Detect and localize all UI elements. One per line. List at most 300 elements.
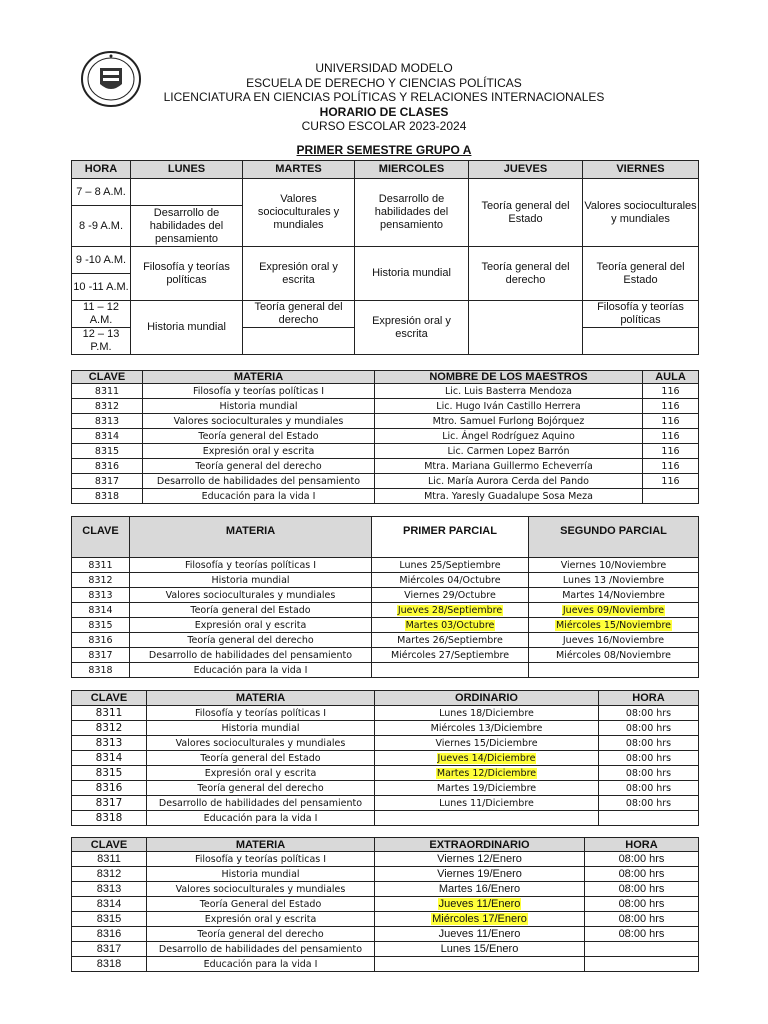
cell-text: 8317 [95,797,123,809]
class-cell: Valores socioculturales y mundiales [243,179,355,247]
table-cell [147,766,375,781]
hour-cell: 11 – 12 A.M. [72,301,131,328]
table-cell [72,852,147,867]
table-cell [529,648,699,663]
cell-text: Lunes 18/Diciembre [439,707,534,719]
cell-text: 8313 [96,883,122,895]
table-row [72,781,699,796]
table-cell [529,573,699,588]
col-header-materia: MATERIA [130,517,372,558]
hour-cell: 12 – 13 P.M. [72,328,131,355]
cell-text: Jueves 09/Noviembre [562,604,665,616]
table-cell [643,414,699,429]
table-cell [375,489,643,504]
col-header-hora: HORA [72,161,131,179]
table-cell [147,897,375,912]
cell-text: 8314 [94,430,120,442]
table-row [72,852,699,867]
table-cell [72,603,130,618]
cell-text: 8315 [96,913,122,925]
table-cell [372,663,529,678]
table-cell [643,459,699,474]
table-cell [143,489,375,504]
table-cell [143,444,375,459]
cell-text: Lic. Ángel Rodríguez Aquino [442,430,575,442]
cell-text: 8312 [94,400,120,412]
col-header-viernes: VIERNES [583,161,699,179]
table-row [72,459,699,474]
cell-text: Teoría General del Estado [199,898,322,910]
table-cell [599,751,699,766]
table-row [72,573,699,588]
class-cell: Teoría general del derecho [243,301,355,328]
table-row [72,414,699,429]
table-cell [643,399,699,414]
table-cell [72,474,143,489]
cell-text: Jueves 14/Diciembre [437,752,536,764]
table-cell [72,414,143,429]
class-cell: Teoría general del Estado [583,247,699,301]
class-cell: Filosofía y teorías políticas [131,247,243,301]
table-cell [585,882,699,897]
table-cell [375,429,643,444]
table-cell [147,781,375,796]
table-cell [72,766,147,781]
cell-text: 08:00 hrs [625,782,672,794]
table-cell [375,751,599,766]
cell-text: Expresión oral y escrita [202,445,315,457]
cell-text: Valores socioculturales y mundiales [173,415,344,427]
table-cell [72,942,147,957]
cell-text: 08:00 hrs [625,707,672,719]
col-header-materia: MATERIA [143,371,375,384]
table-cell [147,811,375,826]
cell-text: 08:00 hrs [618,868,665,880]
table-cell [529,558,699,573]
cell-text: Teoría general del Estado [190,604,311,616]
cell-text: Lic. Hugo Iván Castillo Herrera [436,400,581,412]
cell-text: 8318 [95,812,123,824]
cell-text: Viernes 12/Enero [437,853,522,865]
col-header-extraordinario: EXTRAORDINARIO [375,838,585,852]
table-cell [643,489,699,504]
cell-text: Valores socioculturales y mundiales [175,883,346,895]
cell-text: 8312 [88,574,113,586]
table-row [72,384,699,399]
cell-text: Miércoles 15/Noviembre [555,619,671,631]
table-cell [143,474,375,489]
table-cell [72,811,147,826]
cell-text: Desarrollo de habilidades del pensamiento [158,943,363,955]
partials-table [71,516,699,678]
class-cell: Historia mundial [355,247,469,301]
table-row [72,957,699,972]
table-cell [147,882,375,897]
cell-text: Historia mundial [211,574,290,586]
col-header-segundo-parcial: SEGUNDO PARCIAL [529,517,699,558]
cell-text: Teoría general del derecho [195,460,322,472]
col-header-clave: CLAVE [72,838,147,852]
table-row [72,603,699,618]
table-cell [147,736,375,751]
table-row [72,633,699,648]
table-cell [375,912,585,927]
table-row [72,736,699,751]
cell-text: Educación para la vida I [193,664,308,676]
table-row [72,811,699,826]
school-year: CURSO ESCOLAR 2023-2024 [301,119,467,133]
table-cell [529,588,699,603]
table-cell [372,618,529,633]
col-header-clave: CLAVE [72,691,147,706]
col-header-jueves: JUEVES [469,161,583,179]
col-header-clave: CLAVE [72,517,130,558]
class-cell-empty [469,301,583,355]
table-cell [585,912,699,927]
table-cell [643,444,699,459]
table-cell [72,736,147,751]
cell-text: Educación para la vida I [203,812,318,824]
schedule-title: HORARIO DE CLASES [319,104,449,119]
class-cell-empty [131,179,243,206]
cell-text: 8316 [94,460,120,472]
cell-text: Educación para la vida I [203,958,318,970]
table-cell [643,384,699,399]
class-cell: Historia mundial [131,301,243,355]
table-cell [375,796,599,811]
cell-text: Miércoles 27/Septiembre [390,649,510,661]
cell-text: Historia mundial [221,868,300,880]
cell-text: Desarrollo de habilidades del pensamiento [156,475,361,487]
table-cell [599,781,699,796]
cell-text: Miércoles 13/Diciembre [430,722,543,734]
cell-text: Expresión oral y escrita [194,619,307,631]
cell-text: 116 [661,475,680,487]
cell-text: 8312 [96,868,122,880]
col-header-aula: AULA [643,371,699,384]
table-cell [585,867,699,882]
table-cell [585,942,699,957]
cell-text: Historia mundial [221,722,300,734]
cell-text: Desarrollo de habilidades del pensamiento [158,797,363,809]
table-cell [372,603,529,618]
table-cell [72,648,130,663]
table-cell [372,573,529,588]
cell-text: Martes 12/Diciembre [436,767,537,779]
table-cell [375,414,643,429]
table-row [72,399,699,414]
cell-text: Filosofía y teorías políticas I [194,853,327,865]
table-row [72,444,699,459]
table-row [72,618,699,633]
table-cell [375,721,599,736]
table-cell [599,811,699,826]
table-cell [147,721,375,736]
table-cell [72,897,147,912]
table-cell [375,927,585,942]
table-row [72,766,699,781]
table-cell [599,736,699,751]
table-cell [375,867,585,882]
table-cell [375,444,643,459]
table-cell [375,474,643,489]
table-cell [130,603,372,618]
cell-text: Martes 16/Enero [438,883,521,895]
cell-text: 8316 [95,782,123,794]
semester-group-title: PRIMER SEMESTRE GRUPO A [296,143,472,157]
cell-text: Lic. Carmen Lopez Barrón [447,445,570,457]
cell-text: 8318 [88,664,113,676]
class-cell: Teoría general del Estado [469,179,583,247]
class-cell: Valores socioculturales y mundiales [583,179,699,247]
table-cell [585,897,699,912]
cell-text: 8312 [95,722,123,734]
table-cell [143,414,375,429]
cell-text: Teoría general del Estado [198,430,319,442]
table-cell [375,706,599,721]
table-cell [147,796,375,811]
table-cell [375,957,585,972]
table-cell [72,558,130,573]
table-cell [375,882,585,897]
table-cell [130,663,372,678]
table-row [72,897,699,912]
cell-text: Jueves 11/Enero [438,928,521,940]
table-cell [529,603,699,618]
cell-text: Lic. María Aurora Cerda del Pando [428,475,589,487]
table-row [72,942,699,957]
cell-text: 8318 [96,958,122,970]
cell-text: 8318 [94,490,120,502]
table-cell [375,384,643,399]
table-cell [585,852,699,867]
table-cell [147,852,375,867]
table-row [72,796,699,811]
cell-text: 8317 [88,649,113,661]
col-header-ordinario: ORDINARIO [375,691,599,706]
table-cell [72,721,147,736]
table-cell [585,927,699,942]
table-cell [643,474,699,489]
cell-text: Teoría general del derecho [187,634,314,646]
table-cell [585,957,699,972]
table-cell [72,459,143,474]
table-cell [143,399,375,414]
table-cell [147,912,375,927]
table-cell [375,766,599,781]
table-cell [147,706,375,721]
table-cell [375,459,643,474]
cell-text: Viernes 19/Enero [437,868,522,880]
table-row [72,912,699,927]
table-cell [72,618,130,633]
table-cell [72,867,147,882]
cell-text: Lic. Luis Basterra Mendoza [444,385,572,397]
table-cell [72,663,130,678]
cell-text: Valores socioculturales y mundiales [175,737,346,749]
university-name: UNIVERSIDAD MODELO [315,61,453,75]
cell-text: 08:00 hrs [618,898,665,910]
table-row [72,648,699,663]
table-cell [147,867,375,882]
cell-text: Mtro. Samuel Furlong Bojórquez [432,415,585,427]
table-cell [72,384,143,399]
table-cell [599,706,699,721]
cell-text: 116 [661,445,680,457]
cell-text: Lunes 25/Septiembre [399,559,501,571]
cell-text: Desarrollo de habilidades del pensamiento [148,649,353,661]
table-row [72,663,699,678]
cell-text: Martes 03/Octubre [405,619,495,631]
class-cell: Desarrollo de habilidades del pensamiento [355,179,469,247]
class-cell: Filosofía y teorías políticas [583,301,699,328]
cell-text: 8313 [94,415,120,427]
cell-text: Jueves 28/Septiembre [397,604,503,616]
cell-text: 8317 [96,943,122,955]
class-cell: Teoría general del derecho [469,247,583,301]
cell-text: Viernes 15/Diciembre [435,737,538,749]
table-cell [143,459,375,474]
table-cell [372,588,529,603]
cell-text: 8314 [88,604,113,616]
table-cell [599,766,699,781]
table-cell [529,633,699,648]
table-cell [375,942,585,957]
cell-text: Educación para la vida I [201,490,316,502]
school-name: ESCUELA DE DERECHO Y CIENCIAS POLÍTICAS [246,75,522,90]
table-cell [643,429,699,444]
table-cell [375,781,599,796]
table-cell [72,429,143,444]
cell-text: 116 [661,400,680,412]
cell-text: 116 [661,385,680,397]
class-cell-empty [583,328,699,355]
cell-text: Viernes 29/Octubre [404,589,496,601]
cell-text: Jueves 16/Noviembre [562,634,665,646]
cell-text: Filosofía y teorías políticas I [184,559,317,571]
cell-text: 08:00 hrs [625,737,672,749]
table-cell [72,912,147,927]
table-cell [375,399,643,414]
col-header-martes: MARTES [243,161,355,179]
col-header-clave: CLAVE [72,371,143,384]
cell-text: 8313 [88,589,113,601]
col-header-materia: MATERIA [147,691,375,706]
table-row [72,751,699,766]
cell-text: 08:00 hrs [618,853,665,865]
cell-text: Martes 26/Septiembre [397,634,503,646]
cell-text: 8311 [95,707,123,719]
table-cell [147,942,375,957]
table-row [72,489,699,504]
cell-text: Jueves 11/Enero [438,898,521,910]
col-header-lunes: LUNES [131,161,243,179]
cell-text: Miércoles 08/Noviembre [555,649,671,661]
table-cell [72,399,143,414]
table-cell [375,811,599,826]
table-cell [72,796,147,811]
cell-text: 08:00 hrs [625,722,672,734]
cell-text: 8311 [97,853,121,865]
cell-text: 8314 [96,898,122,910]
cell-text: Lunes 15/Enero [440,943,519,955]
table-cell [529,618,699,633]
table-row [72,927,699,942]
table-cell [372,648,529,663]
class-cell-empty [243,328,355,355]
table-row [72,867,699,882]
cell-text: Mtra. Yaresly Guadalupe Sosa Meza [424,490,593,502]
table-cell [72,588,130,603]
table-cell [375,852,585,867]
hour-cell: 10 -11 A.M. [72,274,131,301]
cell-text: Teoría general del derecho [197,782,324,794]
table-cell [372,633,529,648]
cell-text: 08:00 hrs [625,767,672,779]
cell-text: 8311 [88,559,113,571]
cell-text: Filosofía y teorías políticas I [192,385,325,397]
table-cell [72,957,147,972]
cell-text: 8316 [96,928,122,940]
cell-text: Teoría general del derecho [197,928,324,940]
table-cell [599,721,699,736]
table-cell [72,706,147,721]
col-header-materia: MATERIA [147,838,375,852]
table-cell [72,444,143,459]
cell-text: Lunes 13 /Noviembre [562,574,665,586]
cell-text: 08:00 hrs [618,883,665,895]
table-cell [72,633,130,648]
cell-text: Historia mundial [219,400,298,412]
table-cell [72,882,147,897]
cell-text: 8311 [94,385,120,397]
table-row [72,721,699,736]
teachers-table [71,370,699,504]
cell-text: Viernes 10/Noviembre [560,559,667,571]
col-header-primer-parcial: PRIMER PARCIAL [372,517,529,558]
extraordinary-table [71,837,699,972]
table-cell [72,751,147,766]
table-cell [143,384,375,399]
table-cell [147,927,375,942]
table-row [72,429,699,444]
cell-text: Martes 14/Noviembre [562,589,665,601]
cell-text: Miércoles 04/Octubre [399,574,501,586]
cell-text: 8314 [95,752,123,764]
table-row [72,558,699,573]
table-cell [599,796,699,811]
table-cell [72,573,130,588]
table-cell [130,633,372,648]
col-header-maestros: NOMBRE DE LOS MAESTROS [375,371,643,384]
program-name: LICENCIATURA EN CIENCIAS POLÍTICAS Y RELACIONES INTERNACIONALES [163,90,605,104]
table-row [72,882,699,897]
table-cell [130,573,372,588]
table-cell [375,897,585,912]
hour-cell: 9 -10 A.M. [72,247,131,274]
table-cell [147,957,375,972]
cell-text: Lunes 11/Diciembre [439,797,534,809]
class-cell: Expresión oral y escrita [355,301,469,355]
col-header-miercoles: MIERCOLES [355,161,469,179]
cell-text: 116 [661,460,680,472]
table-cell [372,558,529,573]
cell-text: 116 [661,430,680,442]
cell-text: Mtra. Mariana Guillermo Echeverría [424,460,593,472]
hour-cell: 8 -9 A.M. [72,206,131,247]
col-header-hora: HORA [599,691,699,706]
cell-text: 8315 [94,445,120,457]
